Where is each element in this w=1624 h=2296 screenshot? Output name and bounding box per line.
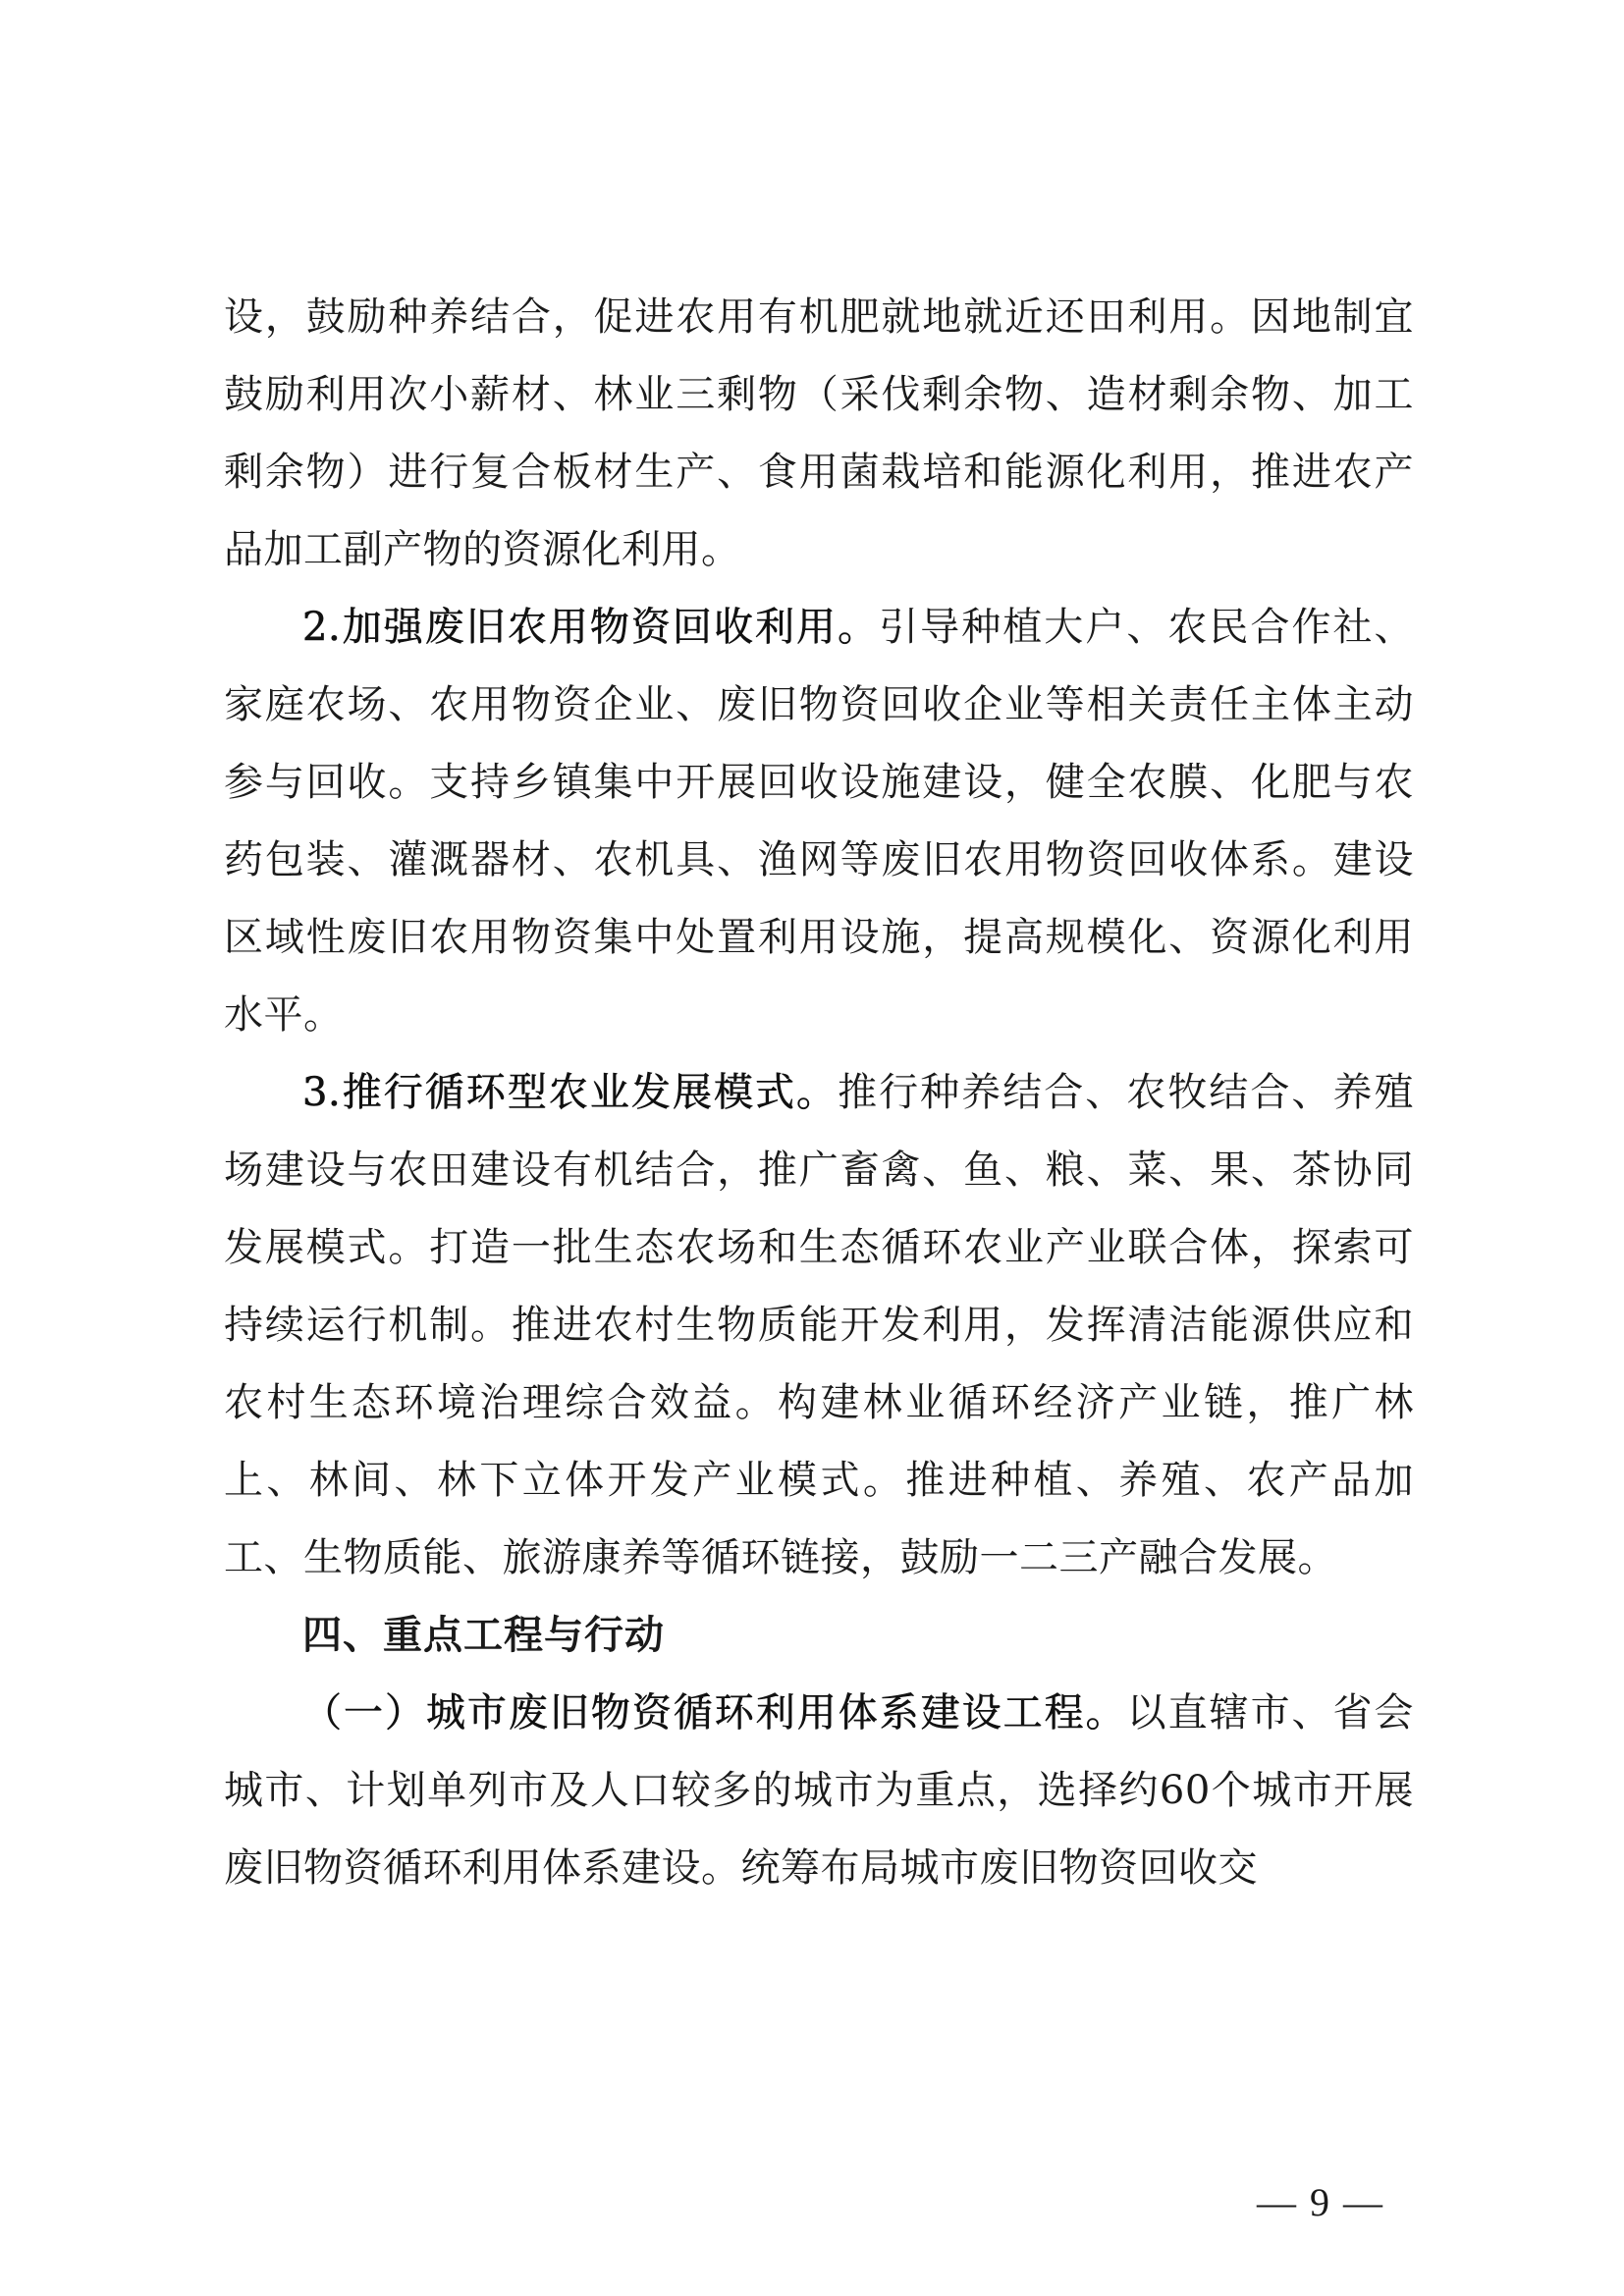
paragraph-1 bbox=[224, 279, 1414, 589]
paragraph-3-lead: 3.推行循环型农业发展模式。 bbox=[302, 1070, 839, 1115]
paragraph-4-lead: （一）城市废旧物资循环利用体系建设工程。 bbox=[302, 1690, 1127, 1735]
paragraph-2 bbox=[224, 589, 1414, 1054]
document-body bbox=[224, 279, 1414, 1907]
paragraph-3-text: 推行种养结合、农牧结合、养殖场建设与农田建设有机结合，推广畜禽、鱼、粮、菜、果、茶协同发展模式。打造一批生态农场和生态循环农业产业联合体，探索可持续运行机制。推进农村生物质能开发利用，发挥清洁能源供应和农村生态环境治理综合效益。构建林业循环经济产业链，推广林上、林间、林下立体开发产业模式。推进种植、养殖、农产品加工、生物质能、旅游康养等循环链接，鼓励一二三产融合发展。 bbox=[224, 1070, 1414, 1580]
paragraph-4-text: 以直辖市、省会城市、计划单列市及人口较多的城市为重点，选择约60个城市开展废旧物资循环利用体系建设。统筹布局城市废旧物资回收交 bbox=[224, 1690, 1415, 1891]
section-heading: 四、重点工程与行动 bbox=[302, 1613, 665, 1658]
paragraph-2-text: 引导种植大户、农民合作社、家庭农场、农用物资企业、废旧物资回收企业等相关责任主体主动参与回收。支持乡镇集中开展回收设施建设，健全农膜、化肥与农药包装、灌溉器材、农机具、渔网等废旧农用物资回收体系。建设区域性废旧农用物资集中处置利用设施，提高规模化、资源化利用水平。 bbox=[224, 605, 1415, 1038]
paragraph-3 bbox=[224, 1054, 1414, 1597]
paragraph-1-text: 设，鼓励种养结合，促进农用有机肥就地就近还田利用。因地制宜鼓励利用次小薪材、林业三剩物（采伐剩余物、造材剩余物、加工剩余物）进行复合板材生产、食用菌栽培和能源化利用，推进农产品加工副产物的资源化利用。 bbox=[224, 294, 1414, 572]
paragraph-4 bbox=[224, 1675, 1414, 1907]
paragraph-2-lead: 2.加强废旧农用物资回收利用。 bbox=[302, 605, 880, 650]
page-number: — 9 — bbox=[1257, 2180, 1384, 2224]
